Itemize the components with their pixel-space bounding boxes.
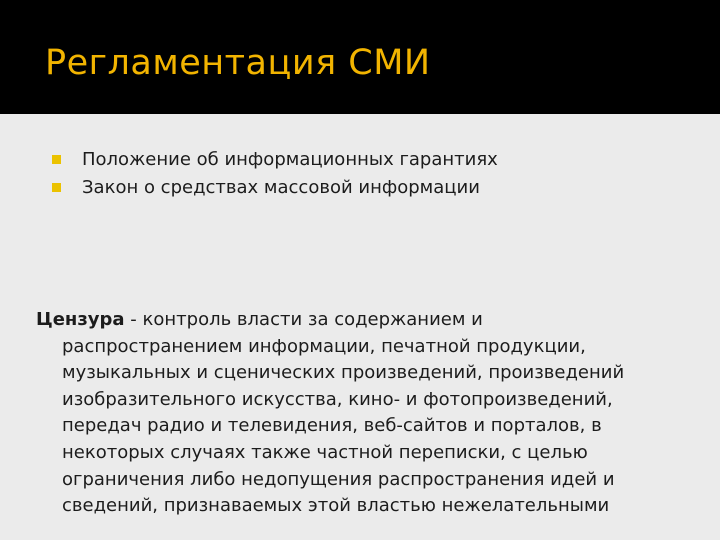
definition-text: - контроль власти за содержанием и <box>124 309 483 330</box>
slide-title: Регламентация СМИ <box>45 43 431 83</box>
bullet-list <box>48 146 498 202</box>
definition-line: музыкальных и сценических произведений, произведений <box>62 362 625 384</box>
definition-first-line <box>36 307 686 334</box>
square-bullet-icon <box>52 155 61 164</box>
definition-line: ограничения либо недопущения распространения идей и <box>62 468 615 490</box>
bullet-text: Закон о средствах массовой информации <box>82 177 480 198</box>
definition-line: изобразительного искусства, кино- и фотопроизведений, <box>62 388 613 410</box>
definition-line: сведений, признаваемых этой властью нежелательными <box>62 495 610 517</box>
title-bar <box>0 0 720 114</box>
bullet-text: Положение об информационных гарантиях <box>82 149 498 170</box>
definition-line: распространением информации, печатной продукции, <box>62 335 586 357</box>
definition-term: Цензура <box>36 309 125 330</box>
bullet-item <box>48 174 498 202</box>
definition-line: некоторых случаях также частной переписки, с целью <box>62 441 588 463</box>
definition-line: передач радио и телевидения, веб-сайтов и порталов, в <box>62 415 602 437</box>
bullet-item <box>48 146 498 174</box>
square-bullet-icon <box>52 183 61 192</box>
censorship-definition <box>36 307 686 520</box>
